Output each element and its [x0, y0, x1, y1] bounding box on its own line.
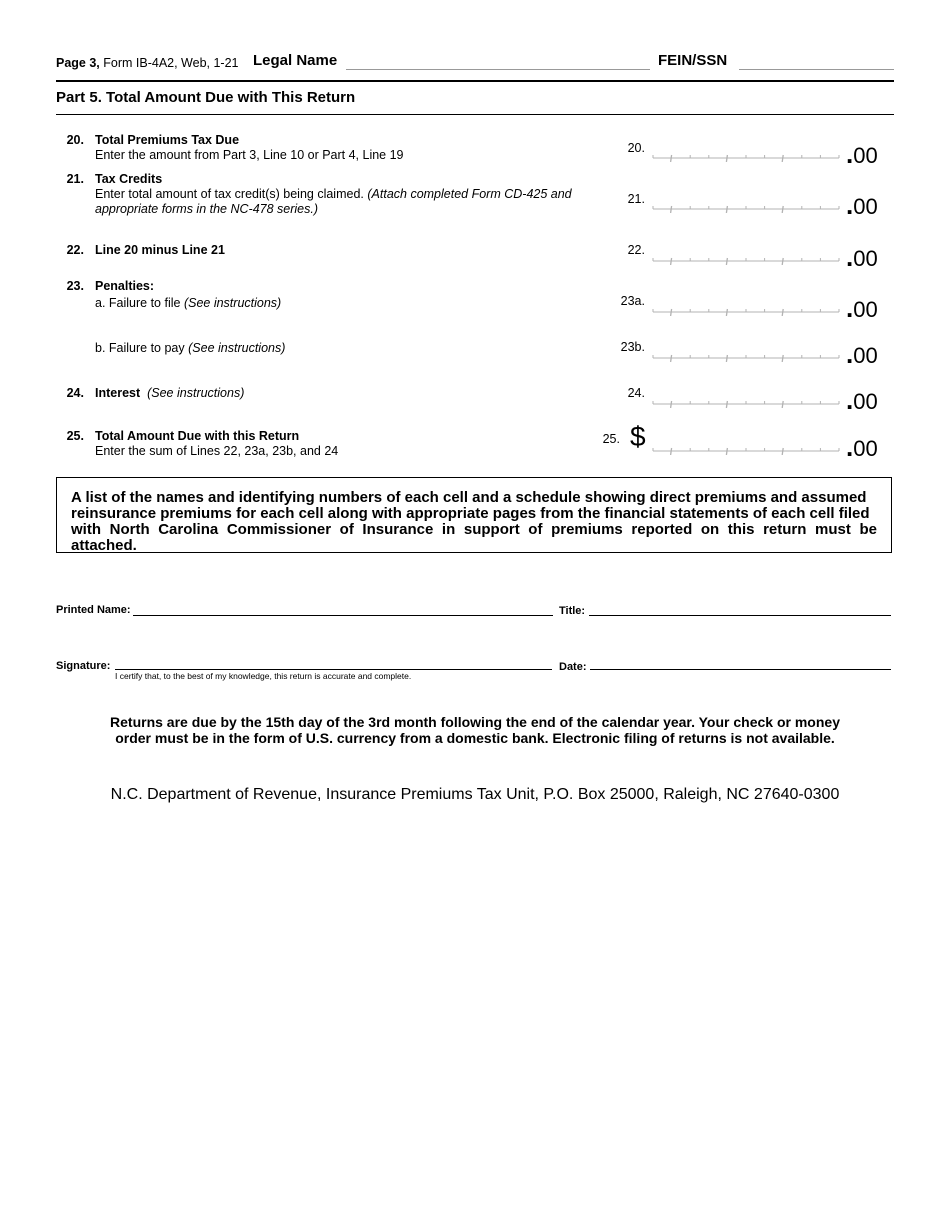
form-header — [56, 52, 894, 74]
thousands-separator-tick — [782, 448, 783, 455]
line-22-amount-field[interactable] — [652, 253, 842, 265]
line-22-title: Line 20 minus Line 21 — [95, 243, 225, 257]
line-23b-amount-field[interactable] — [652, 350, 842, 362]
line-25-title: Total Amount Due with this Return — [95, 429, 300, 443]
line-23-text — [95, 279, 585, 294]
printed-name-field[interactable] — [133, 615, 553, 616]
line-24-number: 24. — [66, 386, 84, 400]
line-23b-text — [95, 341, 585, 356]
fein-ssn-field[interactable] — [739, 69, 894, 70]
attachment-notice — [56, 477, 892, 553]
line-24-text — [95, 386, 585, 401]
thousands-separator-tick — [726, 155, 727, 162]
line-23b-cents: .00 — [846, 339, 878, 369]
thousands-separator-tick — [782, 401, 783, 408]
line-25-cents: .00 — [846, 432, 878, 462]
line-25-text — [95, 429, 585, 459]
line-23-title: Penalties: — [95, 279, 155, 293]
line-23a-amount-field[interactable] — [652, 304, 842, 316]
thousands-separator-tick — [671, 448, 672, 455]
line-22-number: 22. — [66, 243, 84, 257]
title-label: Title: — [559, 605, 586, 617]
line-21-desc: Enter total amount of tax credit(s) being claimed. — [95, 187, 364, 201]
line-21-desc-italic: (Attach completed Form CD-425 and appropriate forms in the NC-478 series.) — [95, 187, 572, 216]
line-21-box-label: 21. — [627, 192, 645, 206]
mailing-address: N.C. Department of Revenue, Insurance Premiums Tax Unit, P.O. Box 25000, Raleigh, NC 27640-0300 — [110, 786, 840, 803]
thousands-separator-tick — [671, 309, 672, 316]
notice-line-1: A list of the names and identifying numbers of each cell and a schedule showing direct premiums and assumed — [71, 489, 867, 506]
line-20-box-label: 20. — [627, 141, 645, 155]
line-24-cents: .00 — [846, 385, 878, 415]
line-21-amount-field[interactable] — [652, 201, 842, 213]
title-field[interactable] — [589, 615, 891, 616]
line-23-number: 23. — [66, 279, 84, 293]
line-23a-cents: .00 — [846, 293, 878, 323]
line-24-box-label: 24. — [627, 386, 645, 400]
line-25-box-label: 25. — [602, 432, 620, 446]
line-25-desc: Enter the sum of Lines 22, 23a, 23b, and 24 — [95, 444, 339, 458]
dollar-sign: $ — [630, 421, 646, 452]
signature-field[interactable] — [115, 669, 552, 670]
line-23b-italic: (See instructions) — [188, 341, 286, 355]
line-20-desc: Enter the amount from Part 3, Line 10 or Part 4, Line 19 — [95, 148, 404, 162]
line-23b-label: b. Failure to pay — [95, 341, 185, 355]
thousands-separator-tick — [726, 401, 727, 408]
line-23a-box-label: 23a. — [620, 294, 645, 308]
line-20-text — [95, 133, 585, 163]
line-25-amount-field[interactable] — [652, 443, 842, 455]
line-20-title: Total Premiums Tax Due — [95, 133, 240, 147]
header-divider — [56, 80, 894, 82]
date-label: Date: — [559, 661, 587, 673]
thousands-separator-tick — [671, 206, 672, 213]
thousands-separator-tick — [726, 355, 727, 362]
date-field[interactable] — [590, 669, 891, 670]
thousands-separator-tick — [726, 448, 727, 455]
thousands-separator-tick — [782, 355, 783, 362]
thousands-separator-tick — [726, 309, 727, 316]
due-date-notice — [56, 714, 894, 746]
line-23a-label: a. Failure to file — [95, 296, 181, 310]
line-21-title: Tax Credits — [95, 172, 163, 186]
fein-ssn-label: FEIN/SSN — [658, 52, 728, 69]
line-21-text — [95, 172, 585, 217]
certification-text: I certify that, to the best of my knowledge, this return is accurate and complete. — [115, 671, 412, 681]
page-id — [56, 56, 239, 70]
legal-name-label: Legal Name — [253, 52, 338, 69]
line-20-number: 20. — [66, 133, 84, 147]
signature-label: Signature: — [56, 660, 111, 672]
thousands-separator-tick — [782, 309, 783, 316]
thousands-separator-tick — [671, 258, 672, 265]
line-20-amount-field[interactable] — [652, 150, 842, 162]
line-21-cents: .00 — [846, 190, 878, 220]
part-title: Part 5. Total Amount Due with This Return — [56, 89, 356, 106]
thousands-separator-tick — [726, 258, 727, 265]
notice-line-2: reinsurance premiums for each cell along with appropriate pages from the financial statements of each cell filed — [71, 505, 870, 522]
part-divider — [56, 114, 894, 115]
line-23a-italic: (See instructions) — [183, 296, 282, 310]
line-22-text — [95, 243, 585, 258]
thousands-separator-tick — [671, 355, 672, 362]
line-20-cents: .00 — [846, 139, 878, 169]
thousands-separator-tick — [671, 401, 672, 408]
form-id: Form IB-4A2, Web, 1-21 — [103, 56, 239, 70]
thousands-separator-tick — [671, 155, 672, 162]
line-24-amount-field[interactable] — [652, 396, 842, 408]
line-22-box-label: 22. — [627, 243, 645, 257]
notice-line-3: with North Carolina Commissioner of Insurance in support of premiums reported on this return must be attached. — [71, 521, 877, 554]
line-25-number: 25. — [66, 429, 84, 443]
line-23a-text — [95, 296, 585, 311]
thousands-separator-tick — [782, 258, 783, 265]
due-line-1: Returns are due by the 15th day of the 3rd month following the end of the calendar year. Your check or money — [110, 714, 840, 730]
line-24-italic: (See instructions) — [147, 386, 245, 400]
due-line-2: order must be in the form of U.S. currency from a domestic bank. Electronic filing of returns is not available. — [115, 730, 835, 746]
line-21-number: 21. — [66, 172, 84, 186]
line-23b-box-label: 23b. — [620, 340, 645, 354]
page-number: Page 3, — [56, 56, 100, 70]
thousands-separator-tick — [726, 206, 727, 213]
thousands-separator-tick — [782, 206, 783, 213]
printed-name-label: Printed Name: — [56, 604, 131, 616]
line-24-title: Interest — [95, 386, 141, 400]
thousands-separator-tick — [782, 155, 783, 162]
legal-name-field[interactable] — [346, 69, 650, 70]
line-22-cents: .00 — [846, 242, 878, 272]
